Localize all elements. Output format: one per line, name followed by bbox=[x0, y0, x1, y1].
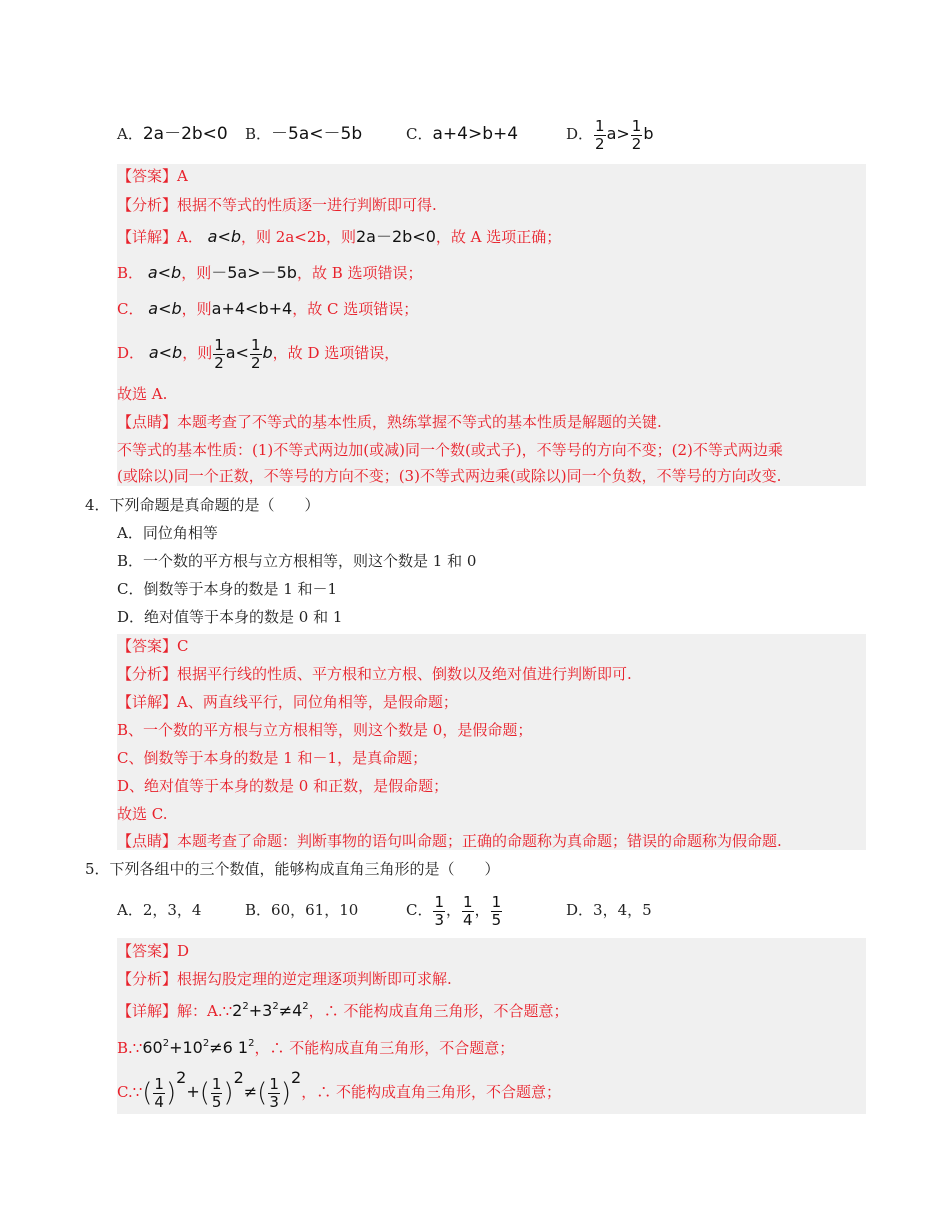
q4-conclusion: 故选 C. bbox=[117, 805, 168, 823]
q5-detail-b: $B.\because 60^2+10^2\ne 6$ $1^2$，∴ 不能构成直角三角形，不合题意； bbox=[117, 1038, 515, 1057]
q5-stem: 5．下列各组中的三个数值，能够构成直角三角形的是（ ） bbox=[85, 860, 500, 878]
q4-analysis: 【分析】根据平行线的性质、平方根和立方根、倒数以及绝对值进行判断即可. bbox=[117, 665, 632, 683]
q3-option-d: D． $\frac{1}{2}$ a> $\frac{1}{2}$ b bbox=[566, 116, 654, 153]
q4-stem: 4．下列命题是真命题的是（ ） bbox=[85, 496, 320, 514]
q5-option-d: D．3，4，5 bbox=[566, 901, 652, 919]
q4-comment: 【点睛】本题考查了命题：判断事物的语句叫命题；正确的命题称为真命题；错误的命题称为假命题. bbox=[117, 832, 782, 850]
q3-answer: 【答案】A bbox=[117, 167, 188, 185]
q5-option-b: B．60，61，10 bbox=[245, 901, 359, 919]
q3-analysis: 【分析】根据不等式的性质逐一进行判断即可得. bbox=[117, 196, 437, 214]
q3-conclusion: 故选 A. bbox=[117, 385, 168, 403]
q3-detail-a: 【详解】A． a<b，则 2a<2b，则2a－2b<0，故 A 选项正确； bbox=[117, 227, 562, 246]
q5-analysis: 【分析】根据勾股定理的逆定理逐项判断即可求解. bbox=[117, 970, 452, 988]
q3-detail-c: C． a<b，则a+4<b+4，故 C 选项错误； bbox=[117, 299, 419, 318]
q3-comment-line3: (或除以)同一个正数，不等号的方向不变；(3)不等式两边乘(或除以)同一个负数，不等号的方向改变. bbox=[117, 467, 782, 485]
q3-detail-b: B． a<b，则－5a>－5b，故 B 选项错误； bbox=[117, 263, 423, 282]
q5-detail-c: C.∵( $\frac{1}{4}$ )$^2$+( $\frac{1}{5}$ )$^2$≠( $\frac{1}{3}$ )$^2$，∴ 不能构成直角三角形，不合题意； bbox=[117, 1068, 562, 1111]
q4-answer: 【答案】C bbox=[117, 637, 189, 655]
q3-comment-line2: 不等式的基本性质：(1)不等式两边加(或减)同一个数(或式子)，不等号的方向不变；(2)不等式两边乘 bbox=[117, 441, 783, 459]
q4-detail-d: D、绝对值等于本身的数是 0 和正数，是假命题； bbox=[117, 777, 449, 795]
q4-option-c: C．倒数等于本身的数是 1 和－1 bbox=[117, 580, 338, 598]
q4-option-a: A．同位角相等 bbox=[117, 524, 218, 542]
q3-option-a: A．2a－2b<0 bbox=[117, 124, 228, 144]
q3-comment: 【点睛】本题考查了不等式的基本性质，熟练掌握不等式的基本性质是解题的关键. bbox=[117, 413, 662, 431]
q3-option-c: C．a+4>b+4 bbox=[406, 124, 519, 144]
q4-detail-b: B、一个数的平方根与立方根相等，则这个数是 0，是假命题； bbox=[117, 721, 533, 739]
q5-option-a: A．2，3，4 bbox=[117, 901, 202, 919]
q5-option-c: C． $\frac{1}{3}$ ， $\frac{1}{4}$ ， $\frac{1}{5}$ bbox=[406, 892, 502, 929]
q4-detail-c: C、倒数等于本身的数是 1 和－1，是真命题； bbox=[117, 749, 428, 767]
q3-detail-d: D． a<b，则 $\frac{1}{2}$ a< $\frac{1}{2}$ b，故 D 选项错误， bbox=[117, 335, 400, 372]
q5-detail-a: 【详解】解：$A.\because 2^2+3^2\ne 4^2$，∴ 不能构成直角三角形，不合题意； bbox=[117, 1001, 569, 1020]
q3-option-b: B．－5a<－5b bbox=[245, 124, 363, 144]
q5-answer: 【答案】D bbox=[117, 942, 190, 960]
q4-option-b: B．一个数的平方根与立方根相等，则这个数是 1 和 0 bbox=[117, 552, 477, 570]
q4-detail-a: 【详解】A、两直线平行，同位角相等，是假命题； bbox=[117, 693, 458, 711]
q4-option-d: D．绝对值等于本身的数是 0 和 1 bbox=[117, 608, 343, 626]
